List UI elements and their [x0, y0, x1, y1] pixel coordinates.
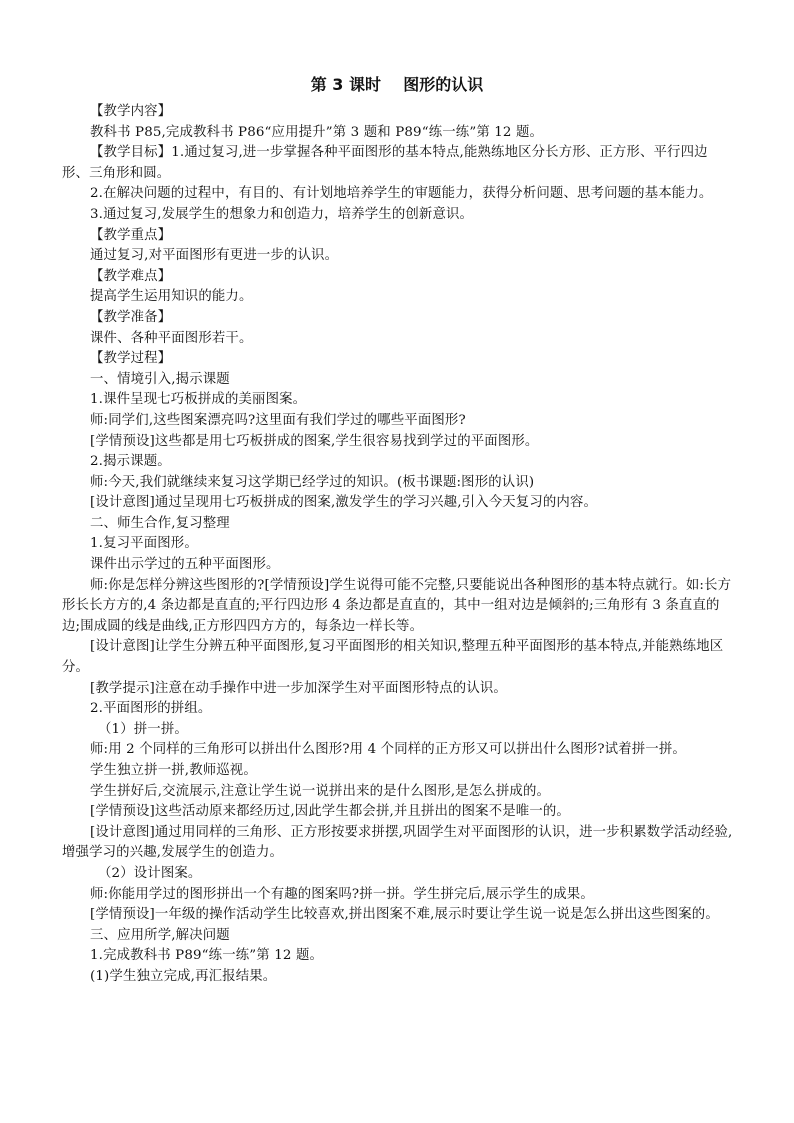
paragraph: 3.通过复习,发展学生的想象力和创造力，培养学生的创新意识。: [90, 206, 474, 222]
section-heading: 二、师生合作,复习整理: [90, 515, 230, 531]
paragraph: 学生独立拼一拼,教师巡视。: [90, 763, 257, 778]
paragraph: [教学提示]注意在动手操作中进一步加深学生对平面图形特点的认识。: [90, 680, 507, 696]
heading-process: 【教学过程】: [90, 351, 172, 367]
paragraph: [设计意图]通过用同样的三角形、正方形按要求拼摆,巩固学生对平面图形的认识，进一步积累数学活动经验,增强学习的兴趣,发展学生的创造力。: [62, 824, 733, 861]
paragraph: 2.在解决问题的过程中，有目的、有计划地培养学生的审题能力，获得分析问题、思考问题的基本能力。: [90, 186, 713, 202]
paragraph: 教科书 P85,完成教科书 P86“应用提升”第 3 题和 P89“练一练”第 12 题。: [90, 124, 544, 140]
paragraph: 学生拼好后,交流展示,注意让学生说一说拼出来的是什么图形,是怎么拼成的。: [90, 783, 551, 799]
paragraph: 1.复习平面图形。: [90, 536, 198, 552]
paragraph: 1.完成教科书 P89“练一练”第 12 题。: [90, 948, 324, 964]
paragraph-objectives: 【教学目标】1.通过复习,进一步掌握各种平面图形的基本特点,能熟练地区分长方形、正方形、平行四边形、三角形和圆。: [62, 145, 708, 181]
heading-preparation: 【教学准备】: [90, 309, 172, 325]
paragraph: 师:你是怎样分辨这些图形的?[学情预设]学生说得可能不完整,只要能说出各种图形的基本特点就行。如:长方形长长方方的,4 条边都是直直的;平行四边形 4 条边都是直直的，其中一组对边是倾斜的;三角形有 3 条直直的边;围成圆的线是曲线,正方形四四方方的，每条边一样长等。: [62, 577, 732, 634]
paragraph: 提高学生运用知识的能力。: [90, 289, 253, 305]
paragraph: （1）拼一拼。: [98, 721, 188, 737]
section-heading: 三、应用所学,解决问题: [90, 927, 230, 943]
paragraph: 师:用 2 个同样的三角形可以拼出什么图形?用 4 个同样的正方形又可以拼出什么图形?试着拼一拼。: [90, 742, 686, 758]
paragraph: 师:今天,我们就继续来复习这学期已经学过的知识。(板书课题:图形的认识): [90, 474, 535, 490]
paragraph: [学情预设]一年级的操作活动学生比较喜欢,拼出图案不难,展示时要让学生说一说是怎么拼出这些图案的。: [90, 907, 719, 923]
paragraph: 课件、各种平面图形若干。: [90, 330, 253, 346]
paragraph: 通过复习,对平面图形有更进一步的认识。: [90, 248, 339, 264]
lesson-body: [62, 102, 734, 988]
lesson-title: 第 3 课时 图形的认识: [310, 75, 484, 94]
heading-key-points: 【教学重点】: [90, 227, 172, 243]
section-heading: 一、情境引入,揭示课题: [90, 371, 230, 387]
paragraph: （2）设计图案。: [98, 865, 202, 881]
paragraph: 课件出示学过的五种平面图形。: [90, 557, 280, 573]
paragraph: [学情预设]这些活动原来都经历过,因此学生都会拼,并且拼出的图案不是唯一的。: [90, 804, 570, 820]
paragraph: 1.课件呈现七巧板拼成的美丽图案。: [90, 392, 307, 408]
paragraph: (1)学生独立完成,再汇报结果。: [90, 968, 277, 984]
paragraph: 2.平面图形的拼组。: [90, 701, 212, 717]
paragraph: 师:同学们,这些图案漂亮吗?这里面有我们学过的哪些平面图形?: [90, 412, 466, 428]
paragraph: [学情预设]这些都是用七巧板拼成的图案,学生很容易找到学过的平面图形。: [90, 433, 539, 449]
paragraph: 2.揭示课题。: [90, 454, 171, 470]
paragraph: [设计意图]通过呈现用七巧板拼成的图案,激发学生的学习兴趣,引入今天复习的内容。: [90, 495, 598, 511]
paragraph: [设计意图]让学生分辨五种平面图形,复习平面图形的相关知识,整理五种平面图形的基本特点,并能熟练地区分。: [62, 639, 724, 676]
heading-difficulties: 【教学难点】: [90, 268, 172, 284]
heading-content: 【教学内容】: [90, 104, 172, 119]
paragraph: 师:你能用学过的图形拼出一个有趣的图案吗?拼一拼。学生拼完后,展示学生的成果。: [90, 886, 594, 902]
